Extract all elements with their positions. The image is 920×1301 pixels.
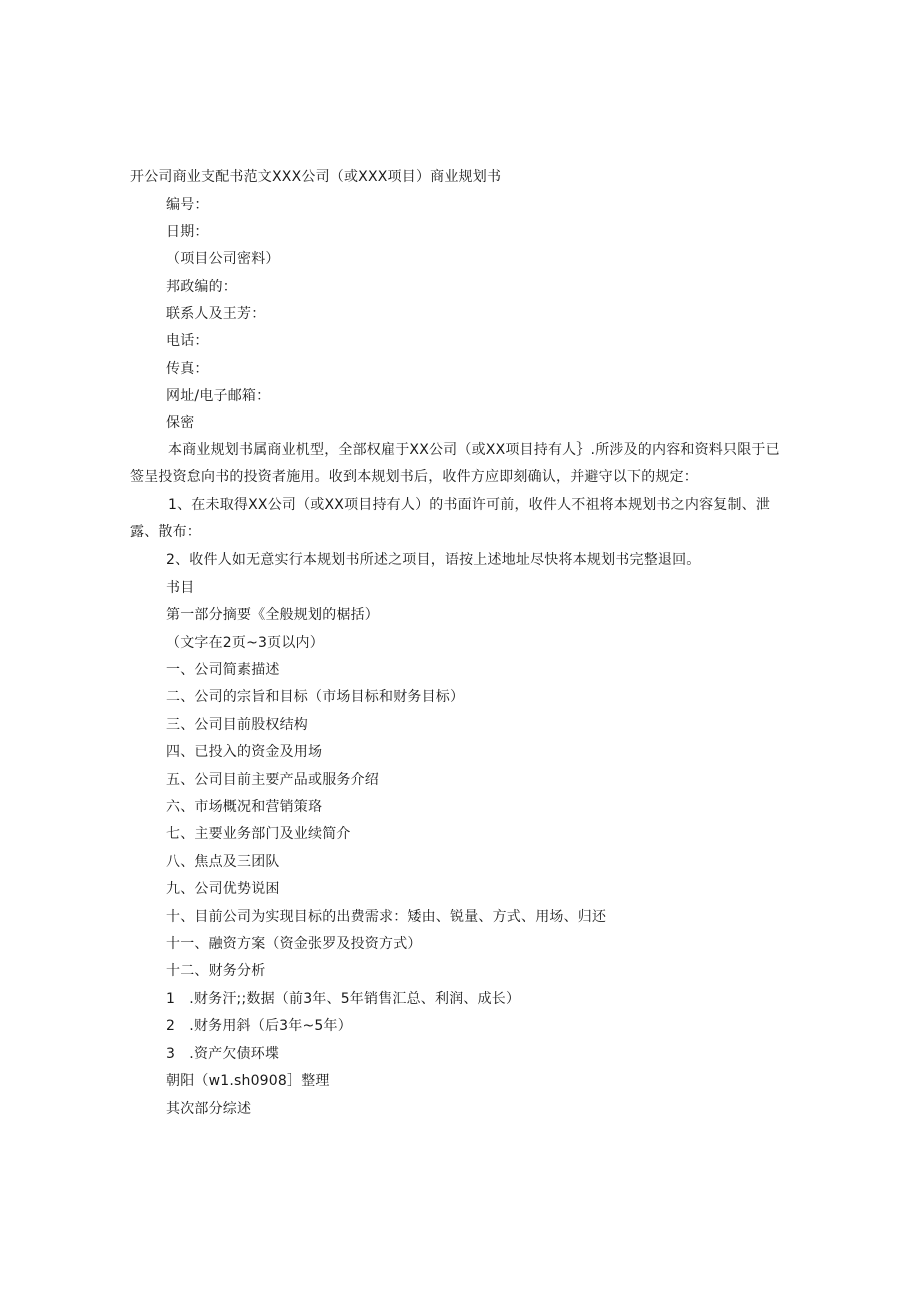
toc-part-two: 其次部分综述 — [166, 1101, 252, 1117]
confidential-paragraph: 本商业规划书属商业机型，全部权雇于XX公司（或XX项目持有人｝.所涉及的内容和资料只限于已签呈投资怠向书的投资者施用。收到本规划书后，收件方应即刻确认，并避守以下的规定： — [130, 442, 780, 485]
field-date: 日期： — [166, 224, 209, 240]
field-confidential-note: （项目公司密料） — [166, 251, 280, 267]
toc-item: 十二、财务分析 — [166, 963, 266, 979]
toc-subitem: 2 .财务用斜（后3年~5年） — [166, 1018, 352, 1034]
field-website-email: 网址/电子邮箱： — [166, 388, 271, 404]
toc-item: 三、公司目前股权结构 — [166, 717, 308, 733]
document-title: 开公司商业支配书范文XXX公司（或XXX项目）商业规划书 — [130, 169, 502, 185]
rule-item-2: 2、收件人如无意实行本规划书所述之项目，语按上述地址尽快将本规划书完整退回。 — [166, 552, 701, 568]
rule-item-1: 1、在未取得XX公司（或XX项目持有人）的书面许可前，收件人不祖将本规划书之内容复制、泄露、散布： — [130, 497, 771, 540]
toc-item: 五、公司目前主要产品或服务介绍 — [166, 772, 379, 788]
field-fax: 传真： — [166, 361, 209, 377]
toc-item: 十一、融资方案（资金张罗及投资方式） — [166, 936, 422, 952]
field-postal-code: 邦政编的： — [166, 279, 237, 295]
field-number: 编号： — [166, 197, 209, 213]
toc-subitem: 3 .资产欠债环堞 — [166, 1046, 280, 1062]
toc-item: 二、公司的宗旨和目标（市场目标和财务目标） — [166, 689, 465, 705]
toc-item: 九、公司优势说困 — [166, 881, 280, 897]
section-heading-confidential: 保密 — [166, 415, 195, 431]
toc-part-one-note: （文字在2页~3页以内） — [166, 635, 324, 651]
toc-heading: 书目 — [166, 580, 195, 596]
toc-subitem: 1 .财务汗;;数据（前3年、5年销售汇总、利润、成长） — [166, 991, 521, 1007]
toc-part-one: 第一部分摘要《全般规划的椐括） — [166, 607, 379, 623]
compiler-credit: 朝阳（w1.sh0908］整理 — [166, 1073, 330, 1089]
toc-item: 一、公司简素描述 — [166, 662, 280, 678]
field-contact: 联系人及王芳： — [166, 306, 266, 322]
field-phone: 电话： — [166, 333, 209, 349]
toc-item: 七、主要业务部门及业续简介 — [166, 826, 351, 842]
toc-item: 六、市场概况和营销策珞 — [166, 799, 323, 815]
toc-item: 四、已投入的资金及用场 — [166, 744, 323, 760]
toc-item: 八、焦点及三团队 — [166, 854, 280, 870]
toc-item: 十、目前公司为实现目标的出费需求：矮由、锐量、方式、用场、归还 — [166, 909, 607, 925]
